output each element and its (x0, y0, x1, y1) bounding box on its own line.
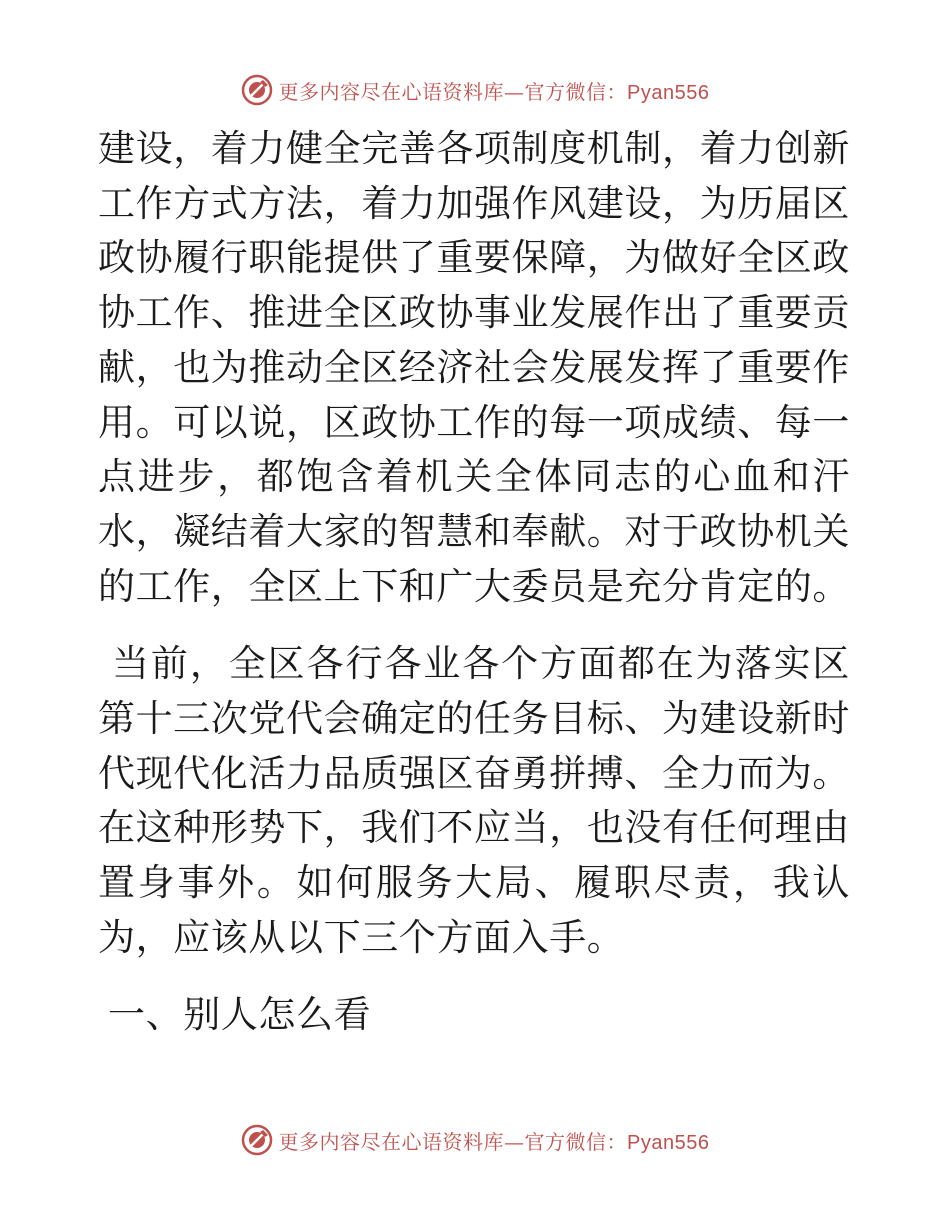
footer-watermark-main: 更多内容尽在心语资料库 (278, 1129, 505, 1154)
footer-watermark (0, 1120, 950, 1160)
footer-watermark-text (279, 1126, 710, 1155)
header-watermark-id: Pyan556 (627, 81, 710, 104)
brand-logo-icon (241, 1124, 273, 1156)
header-watermark-account: 官方微信： (524, 79, 628, 104)
body-paragraph-1: 建设，着力健全完善各项制度机制，着力创新工作方式方法，着力加强作风建设，为历届区政协履行职能提供了重要保障，为做好全区政协工作、推进全区政协事业发展作出了重要贡献，也为推动全区经济社会发展发挥了重要作用。可以说，区政协工作的每一项成绩、每一点进步，都饱含着机关全体同志的心血和汗水，凝结着大家的智慧和奉献。对于政协机关的工作，全区上下和广大委员是充分肯定的。 (98, 127, 850, 608)
section-heading: 一、别人怎么看 (108, 992, 372, 1036)
brand-logo-icon (241, 74, 273, 106)
header-watermark-main: 更多内容尽在心语资料库 (278, 79, 505, 104)
header-watermark (0, 70, 950, 110)
footer-watermark-account: 官方微信： (524, 1129, 628, 1154)
footer-watermark-dash: — (504, 1129, 525, 1154)
header-watermark-dash: — (504, 79, 525, 104)
footer-watermark-id: Pyan556 (627, 1131, 710, 1154)
header-watermark-text (279, 76, 710, 105)
body-paragraph-2: 当前，全区各行各业各个方面都在为落实区第十三次党代会确定的任务目标、为建设新时代现代化活力品质强区奋勇拼搏、全力而为。在这种形势下，我们不应当，也没有任何理由置身事外。如何服务大局、履职尽责，我认为，应该从以下三个方面入手。 (98, 642, 850, 959)
document-body (98, 122, 850, 1042)
